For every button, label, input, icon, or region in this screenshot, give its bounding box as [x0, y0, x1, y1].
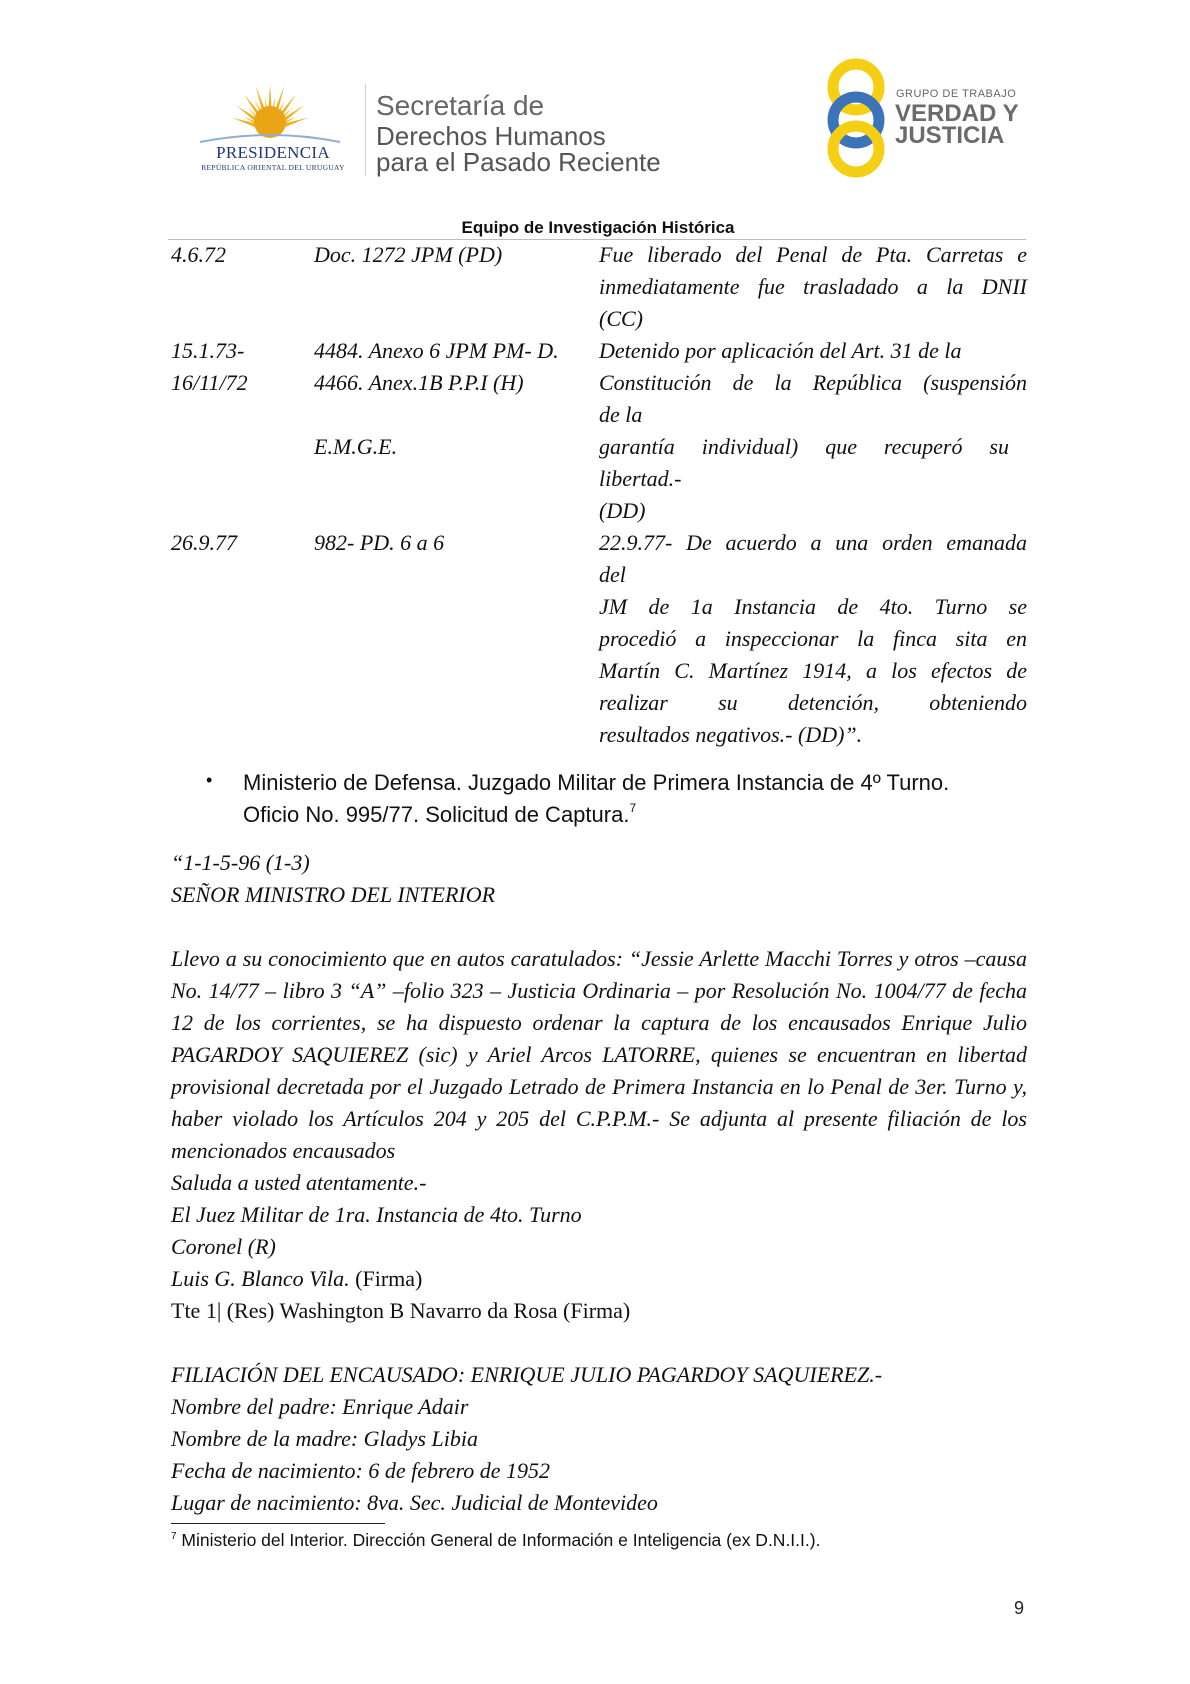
bullet-line-2 [243, 799, 1043, 831]
record-date: 16/11/72 [171, 370, 248, 395]
record-desc-line: Martín C. Martínez 1914, a los efectos de [599, 658, 1027, 683]
logo-divider [365, 84, 366, 176]
footnote [171, 1530, 820, 1551]
record-date: 15.1.73- [171, 338, 245, 363]
record-desc-line: procedió a inspeccionar la finca sita en [599, 626, 1027, 651]
letter-judge [171, 1199, 582, 1231]
letter-reference [171, 847, 310, 879]
secretaria-line-1: Secretaría de [376, 90, 545, 121]
bullet-line-2-text: Oficio No. 995/77. Solicitud de Captura. [243, 802, 630, 827]
secretaria-line-3: para el Pasado Reciente [376, 147, 661, 177]
record-desc-line: JM de 1a Instancia de 4to. Turno se [599, 594, 1027, 619]
presidencia-label: PRESIDENCIA [216, 143, 330, 162]
record-doc: 982- PD. 6 a 6 [314, 530, 445, 555]
letter-rank-text: Coronel (R) [171, 1234, 276, 1259]
justicia-label: JUSTICIA [895, 122, 1005, 149]
filiacion-madre-text: Nombre de la madre: Gladys Libia [171, 1426, 478, 1451]
letter-rank [171, 1231, 276, 1263]
grupo-de-trabajo-label: GRUPO DE TRABAJO [896, 88, 1017, 100]
record-desc-line: 22.9.77- De acuerdo a una orden emanada [599, 530, 1027, 555]
team-heading: Equipo de Investigación Histórica [461, 218, 735, 237]
filiacion-title-text: FILIACIÓN DEL ENCAUSADO: ENRIQUE JULIO PAGARDOY SAQUIEREZ.- [171, 1362, 883, 1387]
letter-reference-text: “1-1-5-96 (1-3) [171, 850, 310, 875]
letter-addressee [171, 879, 495, 911]
secretaria-line-2: Derechos Humanos [376, 121, 606, 151]
letter-second-signer: Tte 1| (Res) Washington B Navarro da Rosa (Firma) [171, 1298, 631, 1323]
letter-addressee-text: SEÑOR MINISTRO DEL INTERIOR [171, 882, 496, 907]
filiacion-madre [171, 1423, 478, 1455]
letter-body: Llevo a su conocimiento que en autos caratulados: “Jessie Arlette Macchi Torres y otros –causa No. 14/77 – libro 3 “A” –folio 323 – Justicia Ordinaria – por Resolución No. 1004/77 de fecha 12 de los corrientes, se ha dispuesto ordenar la captura de los encausados Enrique Julio PAGARDOY SAQUIEREZ (sic) y Ariel Arcos LATORRE, quienes se encuentran en libertad provisional decretada por el Juzgado Letrado de Primera Instancia en lo Penal de 3er. Turno y, haber violado los Artículos 204 y 205 del C.P.P.M.- Se adjunta al presente filiación de los mencionados encausados [171, 946, 1027, 1163]
letter-signer [171, 1263, 422, 1295]
record-doc: Doc. 1272 JPM (PD) [314, 242, 503, 267]
record-desc-line: libertad.- [599, 466, 682, 491]
filiacion-nacimiento-text: Fecha de nacimiento: 6 de febrero de 1952 [171, 1458, 550, 1483]
record-desc-line: inmediatamente fue trasladado a la DNII [599, 274, 1027, 299]
record-doc: E.M.G.E. [314, 434, 398, 459]
footnote-reference[interactable]: 7 [629, 801, 637, 815]
record-desc-line: del [599, 562, 626, 587]
record-desc-line: resultados negativos.- (DD)”. [599, 722, 863, 747]
verdad-label: VERDAD Y [895, 100, 1019, 127]
verdad-justicia-rings-logo [818, 56, 894, 178]
record-desc-line: (DD) [599, 498, 646, 523]
record-desc-line: Detenido por aplicación del Art. 31 de la [599, 338, 962, 363]
footnote-number: 7 [171, 1531, 177, 1542]
record-desc-line: realizar su detención, obteniendo [599, 690, 1027, 715]
footnote-rule [171, 1523, 385, 1524]
record-desc-line: Constitución de la República (suspensión [599, 370, 1027, 395]
filiacion-lugar [171, 1487, 658, 1519]
filiacion-lugar-text: Lugar de nacimiento: 8va. Sec. Judicial de Montevideo [171, 1490, 658, 1515]
record-desc-line: de la [599, 402, 643, 427]
bullet-item [243, 767, 1043, 831]
letter-closing-text: Saluda a usted atentamente.- [171, 1170, 427, 1195]
filiacion-nacimiento [171, 1455, 550, 1487]
bullet-mark: • [206, 770, 213, 790]
record-date: 26.9.77 [171, 530, 237, 555]
record-doc: 4484. Anexo 6 JPM PM- D. [314, 338, 559, 363]
bullet-line-1: Ministerio de Defensa. Juzgado Militar de Primera Instancia de 4º Turno. [243, 770, 950, 795]
filiacion-title [171, 1359, 882, 1391]
signer-firma: (Firma) [349, 1266, 423, 1291]
record-date: 4.6.72 [171, 242, 226, 267]
signer-name: Luis G. Blanco Vila. [171, 1266, 350, 1291]
letter-closing [171, 1167, 426, 1199]
record-desc-line: Fue liberado del Penal de Pta. Carretas e [599, 242, 1027, 267]
record-desc-line: (CC) [599, 306, 643, 331]
record-desc-line: garantía individual) que recuperó su [599, 434, 1009, 459]
letter-judge-text: El Juez Militar de 1ra. Instancia de 4to. Turno [171, 1202, 582, 1227]
presidencia-subtitle: REPÚBLICA ORIENTAL DEL URUGUAY [201, 163, 345, 172]
filiacion-padre [171, 1391, 468, 1423]
footnote-text: Ministerio del Interior. Dirección General de Información e Inteligencia (ex D.N.I.I.). [176, 1530, 821, 1550]
record-doc: 4466. Anex.1B P.P.I (H) [314, 370, 524, 395]
page-number: 9 [1014, 1598, 1025, 1618]
filiacion-padre-text: Nombre del padre: Enrique Adair [171, 1394, 469, 1419]
